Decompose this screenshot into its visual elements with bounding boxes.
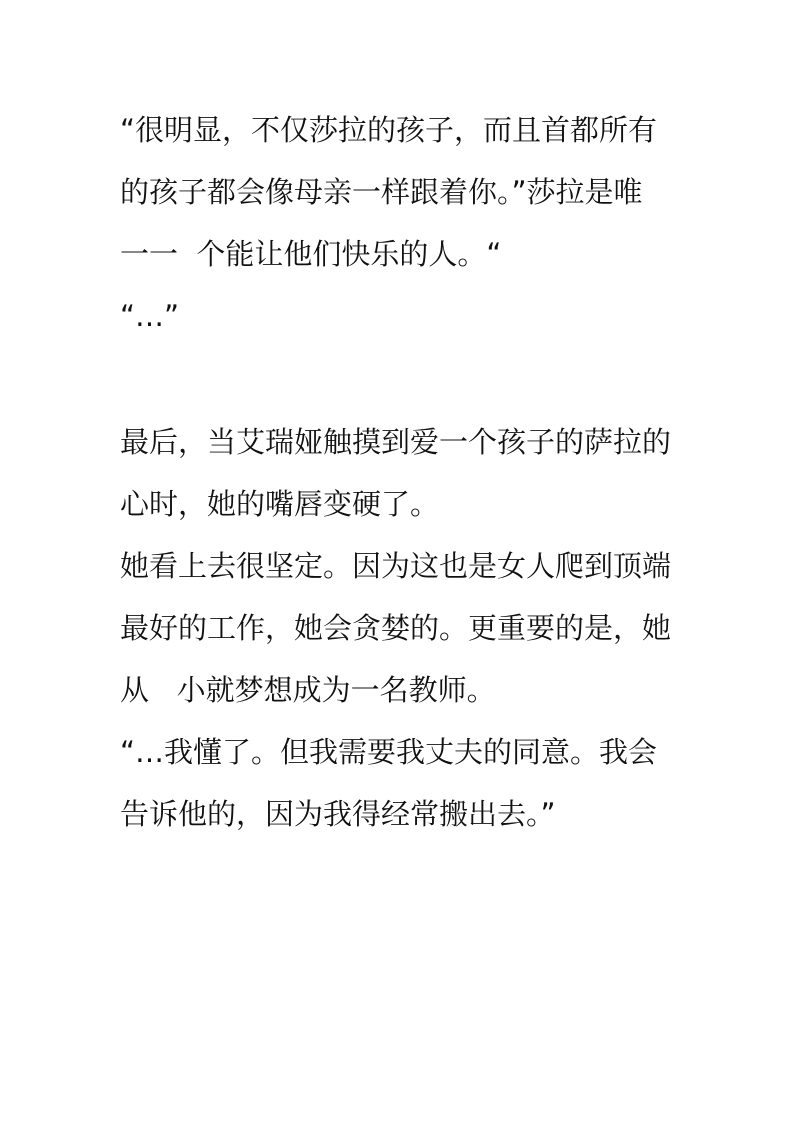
text-line: 告诉他的，因为我得经常搬出去。”	[120, 797, 556, 831]
text-line: “很明显，不仅莎拉的孩子，而且首都所有	[120, 113, 658, 147]
text-line: 一一 个能让他们快乐的人。“	[120, 237, 502, 271]
text-line: 从 小就梦想成为一名教师。	[120, 673, 496, 707]
text-line: 心时，她的嘴唇变硬了。	[120, 487, 440, 521]
text-line: “…”	[120, 299, 180, 333]
text-line: 最好的工作，她会贪婪的。更重要的是，她	[120, 611, 672, 645]
text-line: 最后，当艾瑞娅触摸到爱一个孩子的萨拉的	[120, 425, 672, 459]
text-line: 她看上去很坚定。因为这也是女人爬到顶端	[120, 549, 672, 583]
text-line: 的孩子都会像母亲一样跟着你。”莎拉是唯	[120, 175, 643, 209]
text-line: “…我懂了。但我需要我丈夫的同意。我会	[120, 735, 658, 769]
